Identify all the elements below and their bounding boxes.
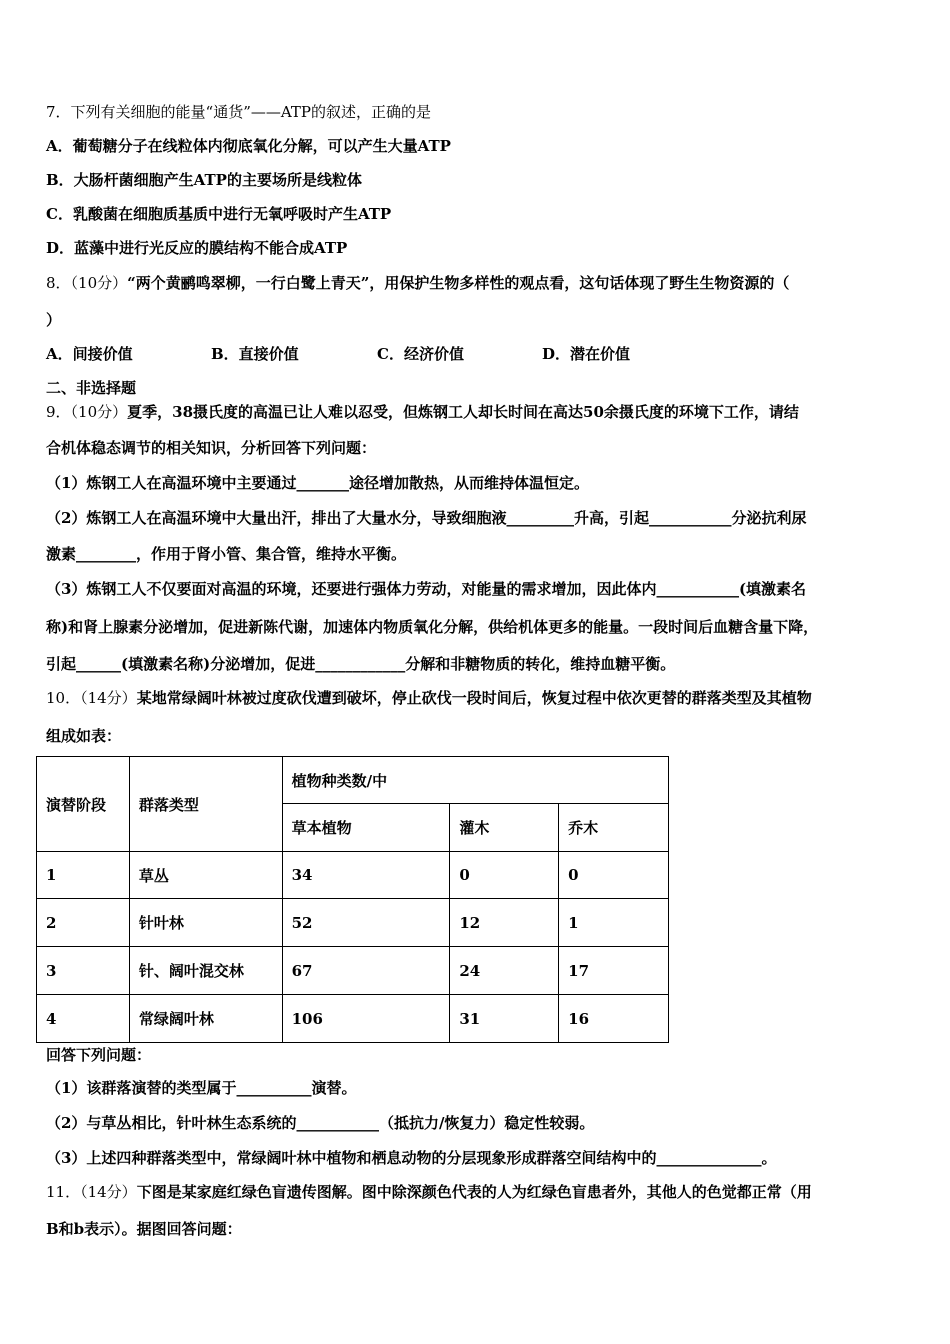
q8-option-d: D．潜在价值 xyxy=(542,345,631,363)
header-community-type: 群落类型 xyxy=(129,757,282,852)
cell-tree: 0 xyxy=(559,852,669,899)
q10-stem-cont: 组成如表： xyxy=(46,727,122,745)
q11-number: 11．（14分） xyxy=(46,1183,137,1201)
q10-number: 10．（14分） xyxy=(46,689,137,707)
q9-part-3: （3）炼钢工人不仅要面对高温的环境，还要进行强体力劳动，对能量的需求增加，因此体内___________(填激素名 xyxy=(46,580,807,598)
header-plant-species: 植物种类数/中 xyxy=(282,757,668,804)
cell-shrub: 31 xyxy=(450,995,559,1043)
q8-stem xyxy=(46,273,789,293)
q9-stem xyxy=(46,402,799,422)
q9-stem-cont: 合机体稳态调节的相关知识，分析回答下列问题： xyxy=(46,439,377,457)
q8-close-paren: ） xyxy=(46,311,62,329)
q7-option-a: A．葡萄糖分子在线粒体内彻底氧化分解，可以产生大量ATP xyxy=(46,137,451,155)
q9-part-2: （2）炼钢工人在高温环境中大量出汗，排出了大量水分，导致细胞液_________升高，引起___________分泌抗利尿 xyxy=(46,509,807,527)
cell-stage: 1 xyxy=(37,852,130,899)
cell-shrub: 24 xyxy=(450,947,559,995)
q8-option-a: A．间接价值 xyxy=(46,345,133,363)
q7-option-d: D．蓝藻中进行光反应的膜结构不能合成ATP xyxy=(46,239,348,257)
succession-table xyxy=(36,756,669,1043)
section-heading: 二、非选择题 xyxy=(46,379,137,397)
cell-stage: 3 xyxy=(37,947,130,995)
q9-part-1: （1）炼钢工人在高温环境中主要通过_______途径增加散热，从而维持体温恒定。 xyxy=(46,474,589,492)
table-row xyxy=(37,899,669,947)
cell-shrub: 12 xyxy=(450,899,559,947)
table-row xyxy=(37,995,669,1043)
q8-option-c: C．经济价值 xyxy=(377,345,464,363)
cell-tree: 16 xyxy=(559,995,669,1043)
header-tree: 乔木 xyxy=(559,804,669,852)
header-shrub: 灌木 xyxy=(450,804,559,852)
cell-herb: 52 xyxy=(282,899,450,947)
cell-tree: 17 xyxy=(559,947,669,995)
q7-stem: 7．下列有关细胞的能量“通货”——ATP的叙述，正确的是 xyxy=(46,103,431,121)
q9-part-3-end: 引起______(填激素名称)分泌增加，促进____________分解和非糖物质的转化，维持血糖平衡。 xyxy=(46,655,676,673)
table-row xyxy=(37,947,669,995)
cell-type: 常绿阔叶林 xyxy=(129,995,282,1043)
q8-option-b: B．直接价值 xyxy=(211,345,299,363)
q8-text: “两个黄鹂鸣翠柳，一行白鹭上青天”，用保护生物多样性的观点看，这句话体现了野生生物资源的（ xyxy=(127,274,790,292)
header-stage: 演替阶段 xyxy=(37,757,130,852)
q8-number: 8．（10分） xyxy=(46,274,128,292)
cell-herb: 106 xyxy=(282,995,450,1043)
cell-herb: 67 xyxy=(282,947,450,995)
cell-stage: 4 xyxy=(37,995,130,1043)
header-herb: 草本植物 xyxy=(282,804,450,852)
q10-stem xyxy=(46,688,812,708)
q9-part-2-cont: 激素________，作用于肾小管、集合管，维持水平衡。 xyxy=(46,545,407,563)
q9-part-3-cont: 称)和肾上腺素分泌增加，促进新陈代谢，加速体内物质氧化分解，供给机体更多的能量。一段时间后血糖含量下降， xyxy=(46,618,819,636)
q10-part-2: （2）与草丛相比，针叶林生态系统的___________（抵抗力/恢复力）稳定性较弱。 xyxy=(46,1114,595,1132)
q9-text: 夏季，38摄氏度的高温已让人难以忍受，但炼钢工人却长时间在高达50余摄氏度的环境下工作，请结 xyxy=(127,403,799,421)
q10-answer-prompt: 回答下列问题： xyxy=(46,1046,152,1064)
cell-type: 草丛 xyxy=(129,852,282,899)
cell-type: 针叶林 xyxy=(129,899,282,947)
q11-stem xyxy=(46,1182,812,1202)
q7-option-b: B．大肠杆菌细胞产生ATP的主要场所是线粒体 xyxy=(46,171,362,189)
cell-shrub: 0 xyxy=(450,852,559,899)
q7-option-c: C．乳酸菌在细胞质基质中进行无氧呼吸时产生ATP xyxy=(46,205,392,223)
q10-part-3: （3）上述四种群落类型中，常绿阔叶林中植物和栖息动物的分层现象形成群落空间结构中的______________。 xyxy=(46,1149,777,1167)
q9-number: 9．（10分） xyxy=(46,403,128,421)
cell-stage: 2 xyxy=(37,899,130,947)
q10-part-1: （1）该群落演替的类型属于__________演替。 xyxy=(46,1079,357,1097)
table-row xyxy=(37,852,669,899)
cell-tree: 1 xyxy=(559,899,669,947)
cell-type: 针、阔叶混交林 xyxy=(129,947,282,995)
q10-text: 某地常绿阔叶林被过度砍伐遭到破坏，停止砍伐一段时间后，恢复过程中依次更替的群落类型及其植物 xyxy=(136,689,812,707)
q11-stem-cont: B和b表示）。据图回答问题： xyxy=(46,1220,242,1238)
q11-text: 下图是某家庭红绿色盲遗传图解。图中除深颜色代表的人为红绿色盲患者外，其他人的色觉都正常（用 xyxy=(136,1183,812,1201)
cell-herb: 34 xyxy=(282,852,450,899)
